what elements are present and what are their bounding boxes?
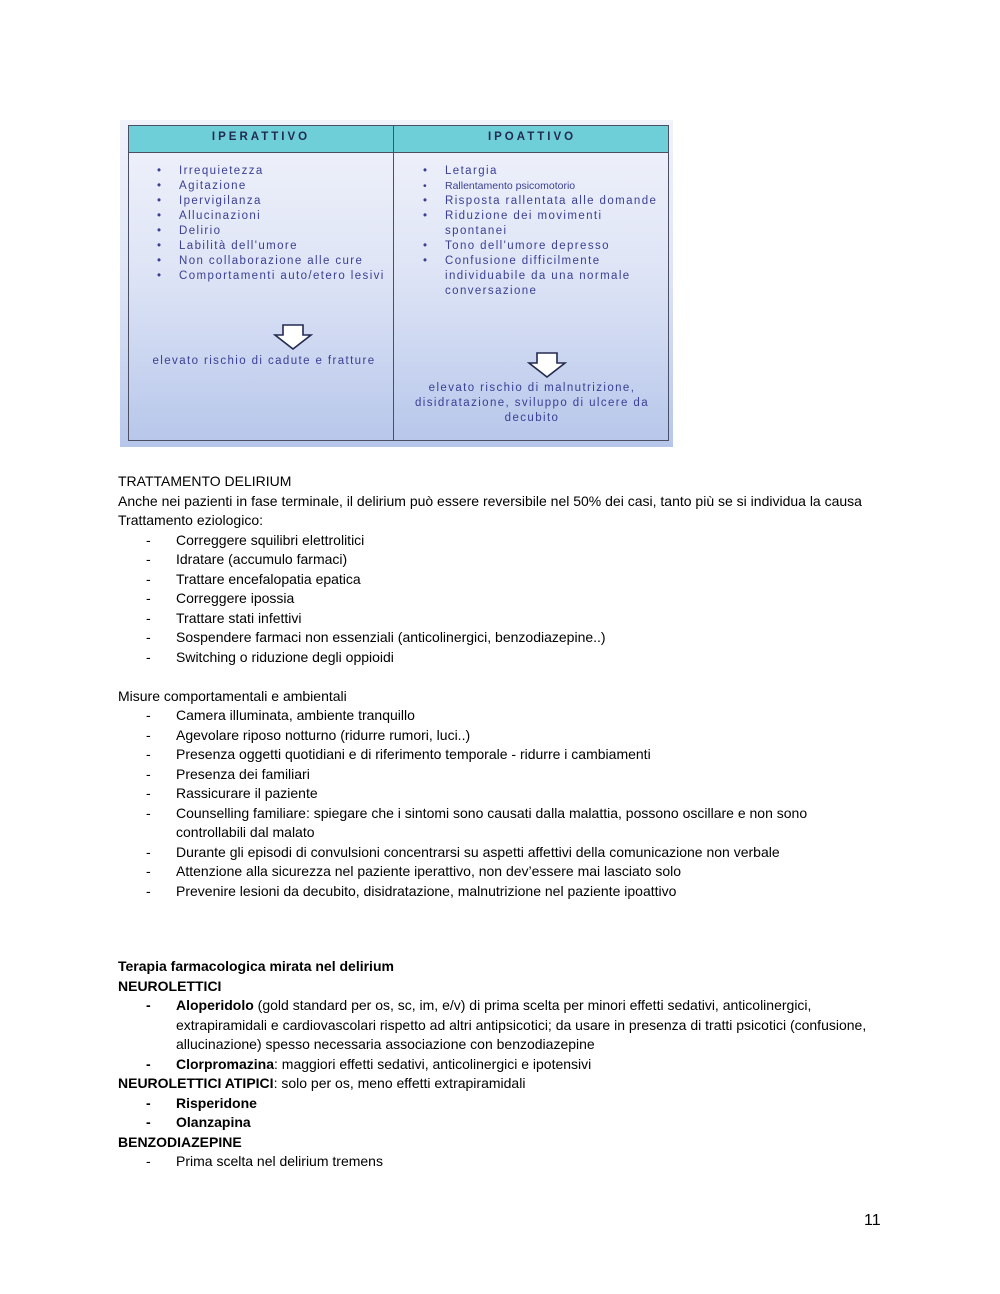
- drug-name: Clorpromazina: [176, 1055, 275, 1072]
- list-item: - Prevenire lesioni da decubito, disidratazione, malnutrizione nel paziente ipoattivo: [146, 882, 677, 899]
- list-item: - Switching o riduzione degli oppioidi: [146, 648, 394, 665]
- behav-label: Misure comportamentali e ambientali: [118, 687, 347, 704]
- down-arrow-icon: [273, 324, 313, 350]
- iperattivo-list: [157, 164, 387, 284]
- iperattivo-outcome: elevato rischio di cadute e fratture: [152, 355, 376, 367]
- list-item: - Sospendere farmaci non essenziali (anticolinergici, benzodiazepine..): [146, 629, 606, 645]
- page-number: 11: [864, 1212, 881, 1229]
- list-item: • Rallentamento psicomotorio: [445, 179, 663, 194]
- list-item: - Counselling familiare: spiegare che i sintomi sono causati dalla malattia, possono oscillare e non sono controllabili dal malato: [146, 804, 808, 840]
- list-item: • Risposta rallentata alle domande: [445, 194, 663, 209]
- col-title-ipoattivo: IPOATTIVO: [487, 131, 577, 143]
- list-item: - Olanzapina: [146, 1114, 251, 1130]
- list-item: • Letargia: [445, 164, 663, 179]
- list-item: • Comportamenti auto/etero lesivi: [179, 269, 387, 284]
- list-item: • Irrequietezza: [179, 164, 387, 179]
- list-item: • Ipervigilanza: [179, 194, 387, 209]
- ipoattivo-list: [423, 164, 663, 299]
- atipici-line: NEUROLETTICI ATIPICI: solo per os, meno effetti extrapiramidali: [118, 1075, 526, 1091]
- atipici-heading: NEUROLETTICI ATIPICI: [118, 1075, 274, 1091]
- list-item: - Trattare stati infettivi: [146, 609, 302, 626]
- list-item: • Labilità dell'umore: [179, 239, 387, 254]
- treatment-section: [118, 472, 878, 901]
- list-item: • Agitazione: [179, 179, 387, 194]
- down-arrow-icon: [527, 352, 567, 378]
- list-item: - Correggere ipossia: [146, 590, 295, 606]
- col-title-iperattivo: IPERATTIVO: [211, 131, 311, 143]
- list-item: - Clorpromazina: maggiori effetti sedativi, anticolinergici e ipotensivi: [146, 1055, 592, 1072]
- list-item: - Prima scelta nel delirium tremens: [146, 1153, 383, 1169]
- list-item: - Correggere squilibri elettrolitici: [146, 531, 365, 548]
- column-divider: [393, 126, 394, 440]
- list-item: • Delirio: [179, 224, 387, 239]
- delirium-subtypes-figure: [120, 120, 673, 447]
- pharma-heading: Terapia farmacologica mirata nel delirium: [118, 958, 394, 974]
- intro-paragraph: Anche nei pazienti in fase terminale, il delirium può essere reversibile nel 50% dei casi, tanto più se si individua la causa: [118, 492, 862, 509]
- pharma-section: [118, 957, 878, 1172]
- drug-name: Aloperidolo: [176, 997, 254, 1013]
- list-item: - Presenza oggetti quotidiani e di riferimento temporale - ridurre i cambiamenti: [146, 746, 651, 762]
- etio-list: [118, 531, 878, 668]
- list-item: - Idratare (accumulo farmaci): [146, 551, 348, 567]
- list-item: - Trattare encefalopatia epatica: [146, 570, 361, 587]
- neurolettici-heading: NEUROLETTICI: [118, 977, 222, 994]
- list-item: - Attenzione alla sicurezza nel paziente iperattivo, non dev’essere mai lasciato solo: [146, 863, 682, 879]
- section-heading: TRATTAMENTO DELIRIUM: [118, 473, 292, 489]
- list-item: • Non collaborazione alle cure: [179, 254, 387, 269]
- list-item: - Presenza dei familiari: [146, 765, 310, 782]
- list-item: - Rassicurare il paziente: [146, 785, 318, 801]
- benzo-heading: BENZODIAZEPINE: [118, 1133, 242, 1150]
- spacer: [118, 667, 878, 687]
- list-item: • Tono dell'umore depresso: [445, 239, 663, 254]
- list-item: - Durante gli episodi di convulsioni concentrarsi su aspetti affettivi della comunicazione non verbale: [146, 843, 780, 860]
- list-item: • Riduzione dei movimenti spontanei: [445, 209, 663, 239]
- list-item: • Allucinazioni: [179, 209, 387, 224]
- list-item: - Aloperidolo (gold standard per os, sc, im, e/v) di prima scelta per minori effetti sedativi, anticolinergici, extrapiramidali e cardiovascolari rispetto ad altri antipsicotici; da usare in presenza di tratti psicotici (confusione, allucinazione) spesso necessaria associazione con benzodiazepine: [146, 997, 867, 1052]
- behav-list: [118, 706, 878, 901]
- etio-label: Trattamento eziologico:: [118, 512, 263, 528]
- list-item: • Confusione difficilmente individuabile da una normale conversazione: [445, 254, 663, 299]
- list-item: - Agevolare riposo notturno (ridurre rumori, luci..): [146, 726, 471, 743]
- subtypes-table: [128, 125, 669, 441]
- list-item: - Risperidone: [146, 1094, 257, 1111]
- ipoattivo-outcome: elevato rischio di malnutrizione, disidratazione, sviluppo di ulcere da decubito: [415, 382, 649, 424]
- list-item: - Camera illuminata, ambiente tranquillo: [146, 707, 415, 723]
